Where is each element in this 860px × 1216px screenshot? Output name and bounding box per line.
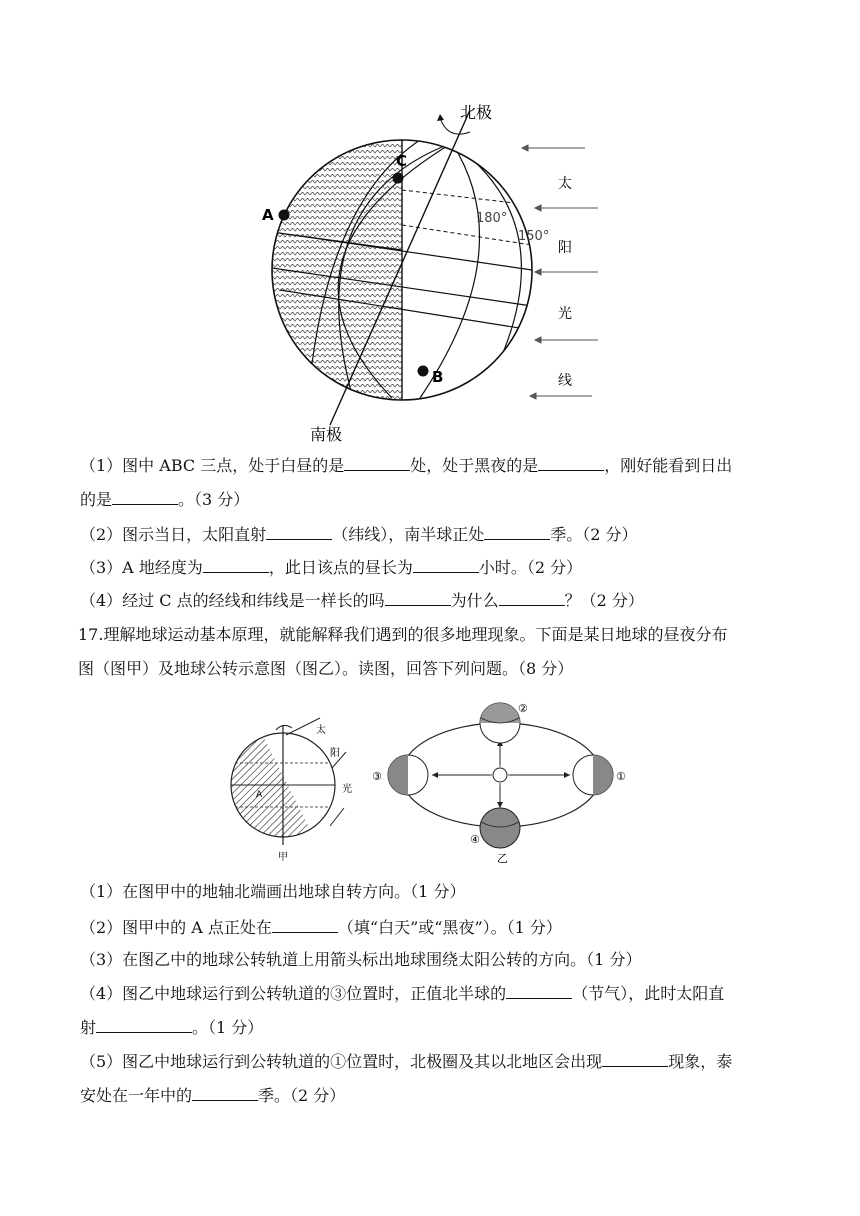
- answer-blank[interactable]: [272, 917, 338, 933]
- jia-label: 甲: [278, 852, 288, 863]
- q16-part1-line2: 的是 。（3 分）: [80, 490, 250, 509]
- jia-point-a: A: [256, 790, 263, 800]
- longitude-150-label: 150°: [518, 229, 550, 244]
- sun-icon: [493, 768, 507, 782]
- answer-blank[interactable]: [602, 1051, 668, 1067]
- figure-jia-yi: [225, 695, 635, 865]
- answer-blank[interactable]: [538, 455, 604, 471]
- answer-blank[interactable]: [499, 590, 565, 606]
- jia-sun-char-1: 太: [316, 725, 326, 736]
- answer-blank[interactable]: [112, 489, 178, 505]
- q17-part4-line2: 射 。（1 分）: [80, 1018, 264, 1037]
- q17-part2: （2）图甲中的 A 点正处在 （填“白天”或“黑夜”）。（1 分）: [80, 918, 562, 937]
- answer-blank[interactable]: [385, 590, 451, 606]
- q17-part3: （3）在图乙中的地球公转轨道上用箭头标出地球围绕太阳公转的方向。（1 分）: [80, 950, 642, 969]
- point-c-label: C: [396, 152, 408, 170]
- pos-3-label: ③: [372, 770, 382, 783]
- point-b-label: B: [432, 368, 444, 386]
- answer-blank[interactable]: [266, 524, 332, 540]
- q17-part4-line1: （4）图乙中地球运行到公转轨道的③位置时，正值北半球的 （节气），此时太阳直: [80, 984, 725, 1003]
- q16-part1-line1: （1）图中 ABC 三点，处于白昼的是 处，处于黑夜的是 ，刚好能看到日出: [80, 456, 733, 475]
- q16-part2: （2）图示当日，太阳直射 （纬线），南半球正处 季。（2 分）: [80, 525, 638, 544]
- sun-char-4: 线: [558, 373, 572, 389]
- answer-blank[interactable]: [344, 455, 410, 471]
- point-c-dot: [393, 173, 404, 184]
- pos-4-label: ④: [470, 833, 480, 846]
- q16-part3: （3）A 地经度为 ，此日该点的昼长为 小时。（2 分）: [80, 558, 583, 577]
- sun-char-1: 太: [558, 176, 572, 192]
- jia-sun-char-2: 阳: [330, 748, 340, 759]
- earth-pos-4: [480, 808, 520, 848]
- answer-blank[interactable]: [203, 557, 269, 573]
- point-a-label: A: [262, 206, 274, 224]
- sun-char-2: 阳: [558, 240, 572, 256]
- answer-blank[interactable]: [413, 557, 479, 573]
- point-b-dot: [418, 366, 429, 377]
- yi-label: 乙: [497, 852, 508, 865]
- figure-earth-day-night: [250, 95, 610, 445]
- point-a-dot: [279, 210, 290, 221]
- answer-blank[interactable]: [192, 1085, 258, 1101]
- q17-intro-line2: 图（图甲）及地球公转示意图（图乙）。读图，回答下列问题。（8 分）: [78, 659, 574, 678]
- q17-part5-line1: （5）图乙中地球运行到公转轨道的①位置时，北极圈及其以北地区会出现 现象，泰: [80, 1052, 733, 1071]
- q17-part1: （1）在图甲中的地轴北端画出地球自转方向。（1 分）: [80, 882, 466, 901]
- south-pole-label: 南极: [310, 425, 343, 444]
- answer-blank[interactable]: [506, 983, 572, 999]
- answer-blank[interactable]: [96, 1017, 192, 1033]
- q17-intro-line1: 17.理解地球运动基本原理，就能解释我们遇到的很多地理现象。下面是某日地球的昼夜分布: [78, 625, 728, 644]
- pos-2-label: ②: [518, 702, 528, 715]
- jia-sun-char-3: 光: [342, 784, 352, 795]
- pos-1-label: ①: [616, 770, 626, 783]
- longitude-180-label: 180°: [476, 211, 508, 226]
- jia-night-side: [230, 730, 318, 845]
- north-pole-label: 北极: [460, 103, 493, 122]
- q16-part4: （4）经过 C 点的经线和纬线是一样长的吗 为什么 ？（2 分）: [80, 591, 644, 610]
- q17-part5-line2: 安处在一年中的 季。（2 分）: [80, 1086, 346, 1105]
- sun-char-3: 光: [558, 306, 572, 322]
- answer-blank[interactable]: [484, 524, 550, 540]
